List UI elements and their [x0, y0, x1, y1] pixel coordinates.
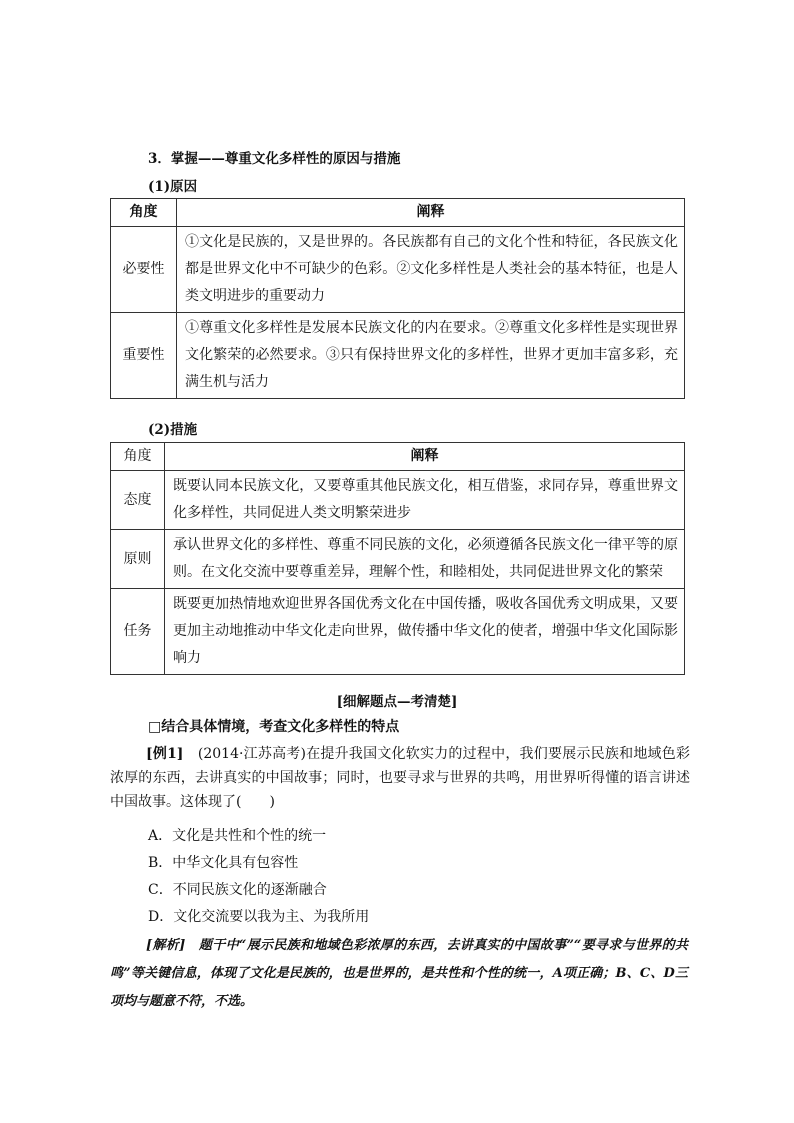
row-text: 既要认同本民族文化，又要尊重其他民族文化，相互借鉴，求同存异，尊重世界文化多样性，共同促进人类文明繁荣进步	[165, 471, 685, 530]
practice-topic: □结合具体情境，考查文化多样性的特点	[148, 719, 400, 735]
column-header-angle: 角度	[111, 443, 165, 471]
row-label: 任务	[111, 589, 165, 675]
practice-section-title: [细解题点—考清楚]	[336, 694, 458, 710]
column-header-angle: 角度	[111, 199, 177, 227]
row-label: 必要性	[111, 227, 177, 313]
option-a: A．文化是共性和个性的统一	[148, 828, 327, 844]
table-header-row	[111, 443, 685, 471]
table-header-row	[111, 199, 685, 227]
row-label: 态度	[111, 471, 165, 530]
row-text: ①尊重文化多样性是发展本民族文化的内在要求。②尊重文化多样性是实现世界文化繁荣的必然要求。③只有保持世界文化的多样性，世界才更加丰富多彩，充满生机与活力	[177, 313, 685, 399]
example-tag: [例1]	[146, 746, 184, 762]
table-row	[111, 530, 685, 589]
row-label: 重要性	[111, 313, 177, 399]
column-header-explanation: 阐释	[177, 199, 685, 227]
analysis-tag: [解析]	[146, 938, 186, 953]
section-heading: 3．掌握——尊重文化多样性的原因与措施	[148, 151, 401, 167]
table-row	[111, 227, 685, 313]
row-text: 既要更加热情地欢迎世界各国优秀文化在中国传播，吸收各国优秀文明成果，又要更加主动地推动中华文化走向世界，做传播中华文化的使者，增强中华文化国际影响力	[165, 589, 685, 675]
table-row	[111, 589, 685, 675]
option-b: B．中华文化具有包容性	[148, 855, 299, 871]
example-question	[110, 742, 690, 814]
row-text: 承认世界文化的多样性、尊重不同民族的文化，必须遵循各民族文化一律平等的原则。在文化交流中要尊重差异，理解个性，和睦相处，共同促进世界文化的繁荣	[165, 530, 685, 589]
table-row	[111, 471, 685, 530]
option-d: D．文化交流要以我为主、为我所用	[148, 909, 370, 925]
analysis-block	[110, 932, 688, 1016]
row-label: 原则	[111, 530, 165, 589]
reasons-table	[110, 198, 685, 399]
analysis-text: 题干中“展示民族和地域色彩浓厚的东西，去讲真实的中国故事”“要寻求与世界的共鸣”等关键信息，体现了文化是民族的，也是世界的，是共性和个性的统一，A项正确；B、C、D三项均与题意不符，不选。	[110, 938, 688, 1009]
option-c: C．不同民族文化的逐渐融合	[148, 882, 327, 898]
measures-table	[110, 442, 685, 675]
column-header-explanation: 阐释	[165, 443, 685, 471]
subheading-measures: (2)措施	[148, 422, 198, 438]
row-text: ①文化是民族的，又是世界的。各民族都有自己的文化个性和特征，各民族文化都是世界文化中不可缺少的色彩。②文化多样性是人类社会的基本特征，也是人类文明进步的重要动力	[177, 227, 685, 313]
subheading-reasons: (1)原因	[148, 179, 198, 195]
example-text: (2014·江苏高考)在提升我国文化软实力的过程中，我们要展示民族和地域色彩浓厚的东西，去讲真实的中国故事；同时，也要寻求与世界的共鸣，用世界听得懂的语言讲述中国故事。这体现了( )	[110, 746, 690, 810]
table-row	[111, 313, 685, 399]
